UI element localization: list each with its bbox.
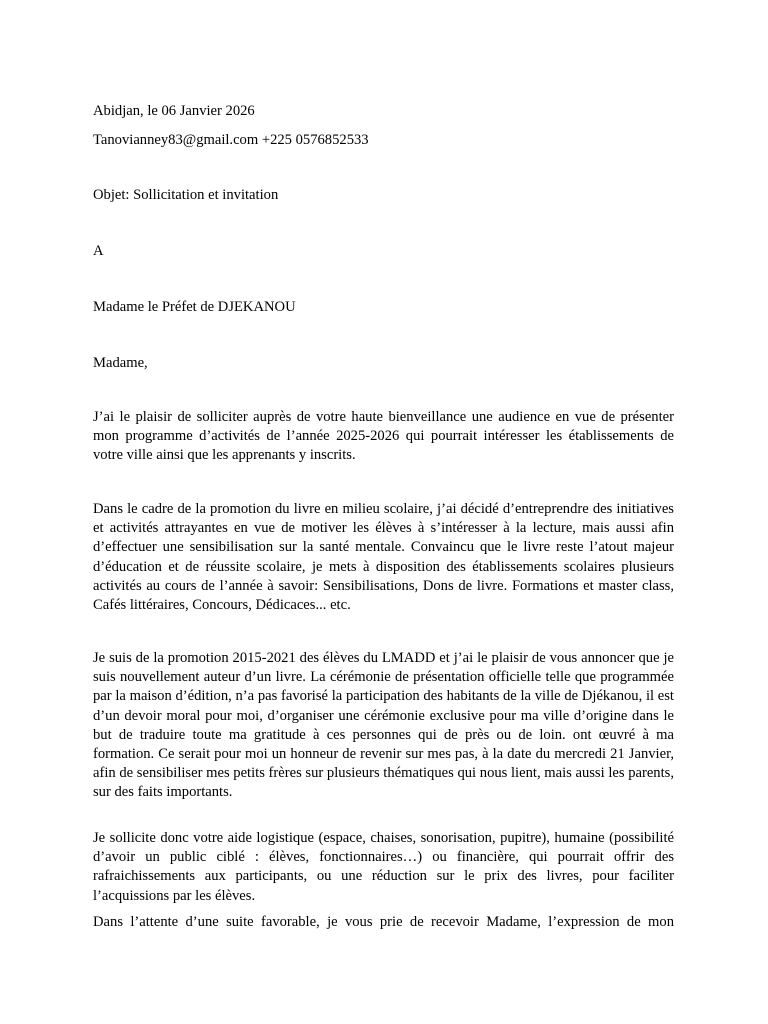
recipient-line: Madame le Préfet de DJEKANOU	[93, 299, 296, 315]
paragraph-request: Je sollicite donc votre aide logistique (espace, chaises, sonorisation, pupitre), humaine (possibilité d’avoir un public ciblé : élèves, fonctionnaires…) ou financière, qui pourrait offrir des rafraichissements aux participants, ou une réduction sur le prix des livres, pour faciliter l’acquissions par les élèves.	[93, 830, 674, 904]
subject-line: Objet: Sollicitation et invitation	[93, 187, 279, 203]
salutation: Madame,	[93, 355, 148, 371]
contact-line: Tanovianney83@gmail.com +225 0576852533	[93, 132, 369, 148]
paragraph-ceremony: Je suis de la promotion 2015-2021 des élèves du LMADD et j’ai le plaisir de vous annoncer que je suis nouvellement auteur d’un livre. La cérémonie de présentation officielle telle que programmée par la maison d’édition, n’a pas favorisé la participation des habitants de la ville de Djékanou, il est d’un devoir moral pour moi, d’organiser une cérémonie exclusive pour ma ville d’origine dans le but de traduire toute ma gratitude à ces personnes qui de près ou de loin. ont œuvré à ma formation. Ce serait pour moi un honneur de revenir sur mes pas, à la date du mercredi 21 Janvier, afin de sensibiliser mes petits frères sur plusieurs thématiques qui nous lient, mais aussi les parents, sur des faits importants.	[93, 650, 674, 801]
recipient-prefix: A	[93, 243, 104, 259]
paragraph-promotion: Dans le cadre de la promotion du livre en milieu scolaire, j’ai décidé d’entreprendre des initiatives et activités attrayantes en vue de motiver les élèves à s’intéresser à la lecture, mais aussi afin d’effectuer une sensibilisation sur la santé mentale. Convaincu que le livre reste l’atout majeur d’éducation et de réussite scolaire, je mets à disposition des établissements scolaires plusieurs activités au cours de l’année à savoir: Sensibilisations, Dons de livre. Formations et master class, Cafés littéraires, Concours, Dédicaces... etc.	[93, 501, 674, 614]
place-date: Abidjan, le 06 Janvier 2026	[93, 103, 255, 119]
paragraph-audience: J’ai le plaisir de solliciter auprès de votre haute bienveillance une audience en vue de présenter mon programme d’activités de l’année 2025-2026 qui pourrait intéresser les établissements de votre ville ainsi que les apprenants y inscrits.	[93, 409, 674, 464]
closing-line: Dans l’attente d’une suite favorable, je vous prie de recevoir Madame, l’expression de mon	[93, 914, 674, 930]
